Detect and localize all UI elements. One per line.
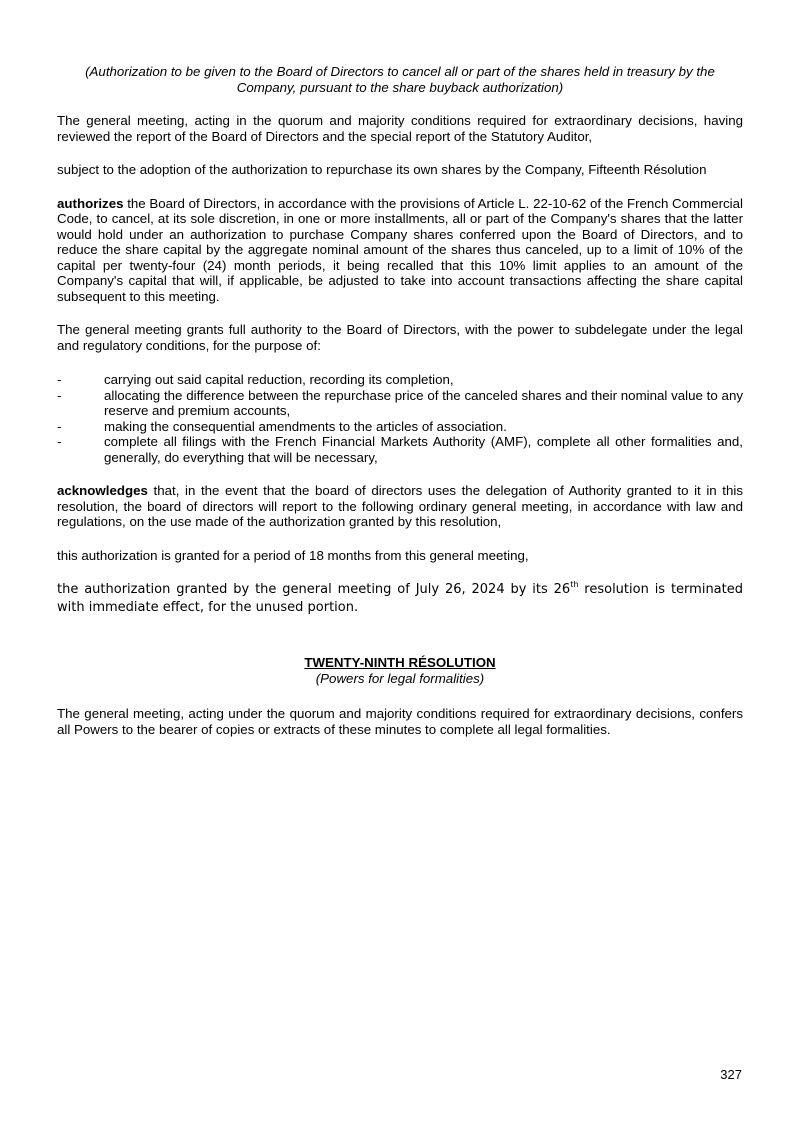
list-item <box>57 372 743 388</box>
list-dash: - <box>57 387 62 403</box>
list-item <box>57 434 743 465</box>
ordinal-suffix: th <box>570 579 579 589</box>
list-dash: - <box>57 418 62 434</box>
list-item-text: complete all filings with the French Financial Markets Authority (AMF), complete all other formalities and, generally, do everything that will be necessary, <box>104 434 743 465</box>
list-item-text: allocating the difference between the repurchase price of the canceled shares and their nominal value to any reserve and premium accounts, <box>104 387 743 418</box>
purpose-list <box>57 372 743 465</box>
acknowledges-text: that, in the event that the board of directors uses the delegation of Authority granted to it in this resolution, the board of directors will report to the following ordinary general meeting, in accordance with law and regulations, on the use made of the authorization granted by this resolution, <box>57 483 743 529</box>
resolution-heading: TWENTY-NINTH RÉSOLUTION <box>304 655 496 670</box>
termination-paragraph <box>57 581 743 617</box>
authorizes-paragraph <box>57 196 743 305</box>
intro-paragraph: The general meeting, acting in the quorum and majority conditions required for extraordinary decisions, having reviewed the report of the Board of Directors and the special report of the Statutory Auditor, <box>57 113 743 144</box>
list-item <box>57 388 743 419</box>
grants-paragraph: The general meeting grants full authority to the Board of Directors, with the power to subdelegate under the legal and regulatory conditions, for the purpose of: <box>57 322 743 353</box>
resolution-subtitle: (Authorization to be given to the Board of Directors to cancel all or part of the shares held in treasury by the Company, pursuant to the share buyback authorization) <box>85 64 715 95</box>
period-paragraph: this authorization is granted for a period of 18 months from this general meeting, <box>57 547 529 563</box>
list-dash: - <box>57 434 62 449</box>
subject-paragraph: subject to the adoption of the authorization to repurchase its own shares by the Company, Fifteenth Résolution <box>57 162 707 177</box>
powers-paragraph: The general meeting, acting under the quorum and majority conditions required for extraordinary decisions, confers all Powers to the bearer of copies or extracts of these minutes to complete all legal formalities. <box>57 706 743 737</box>
termination-text-start: the authorization granted by the general meeting of July 26, 2024 by its 26 <box>57 582 571 597</box>
acknowledges-keyword: acknowledges <box>57 483 148 498</box>
authorizes-text: the Board of Directors, in accordance with the provisions of Article L. 22-10-62 of the French Commercial Code, to cancel, at its sole discretion, in one or more installments, all or part of the Company's shares that the latter would hold under an authorization to purchase Company shares conferred upon the Board of Directors, and to reduce the share capital by the aggregate nominal amount of the shares thus canceled, up to a limit of 10% of the capital per twenty-four (24) month periods, it being recalled that this 10% limit applies to an amount of the Company's capital that will, if applicable, be adjusted to take into account transactions affecting the share capital subsequent to this meeting. <box>57 195 743 304</box>
acknowledges-paragraph <box>57 483 743 530</box>
list-item <box>57 419 743 435</box>
termination-text-end: resolution is terminated with immediate effect, for the unused portion. <box>57 582 743 615</box>
list-dash: - <box>57 372 62 387</box>
list-item-text: carrying out said capital reduction, recording its completion, <box>104 372 454 387</box>
list-item-text: making the consequential amendments to the articles of association. <box>104 418 507 434</box>
page-number: 327 <box>720 1067 742 1082</box>
resolution-heading-subtitle: (Powers for legal formalities) <box>315 670 485 686</box>
authorizes-keyword: authorizes <box>57 195 124 211</box>
document-page <box>57 64 743 737</box>
